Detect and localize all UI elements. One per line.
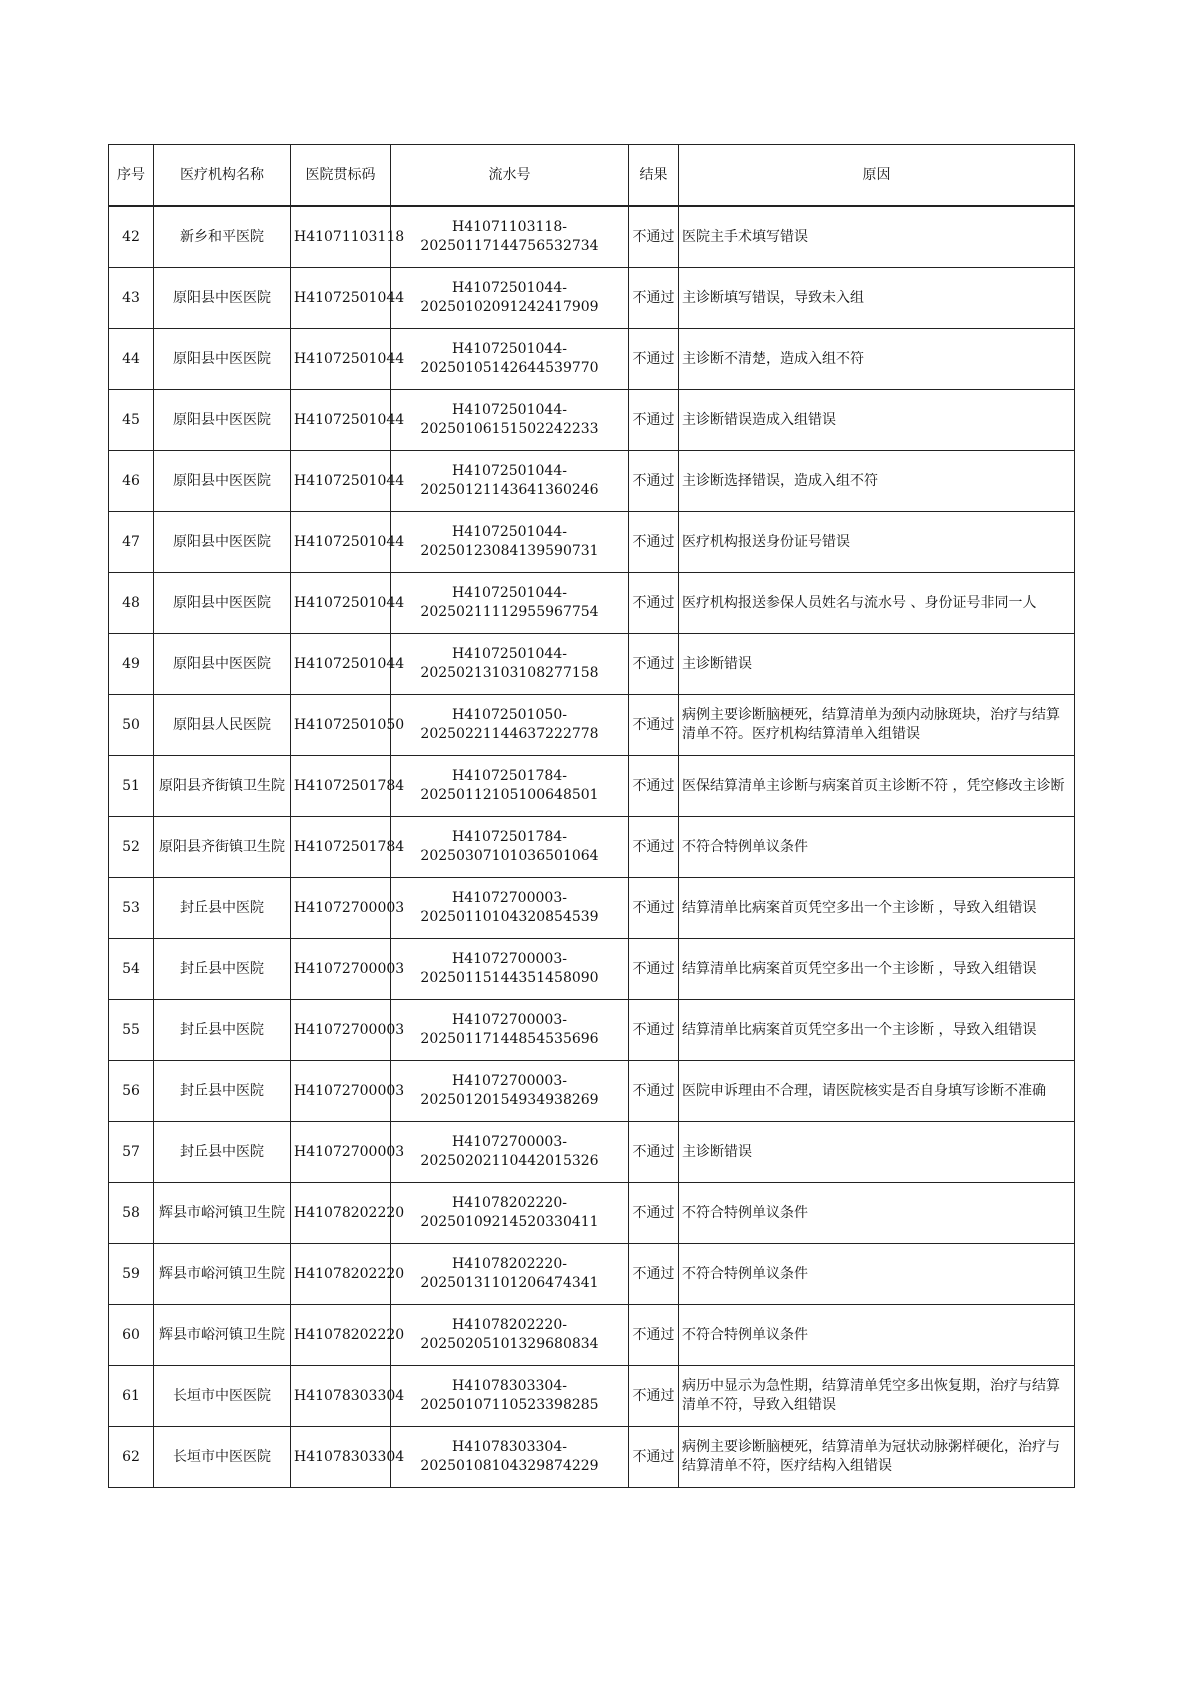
row-serial-number xyxy=(391,1183,629,1244)
row-reason: 病历中显示为急性期，结算清单凭空多出恢复期，治疗与结算清单不符，导致入组错误 xyxy=(679,1366,1075,1427)
row-seq: 44 xyxy=(109,329,154,390)
row-serial-number xyxy=(391,390,629,451)
row-serial-number xyxy=(391,878,629,939)
table-row xyxy=(109,1183,1075,1244)
row-serial-suffix: 20250110104320854539 xyxy=(420,909,599,925)
row-serial-number xyxy=(391,1122,629,1183)
row-serial-suffix: 20250115144351458090 xyxy=(420,970,599,986)
row-reason: 医疗机构报送身份证号错误 xyxy=(679,512,1075,573)
row-result: 不通过 xyxy=(629,939,679,1000)
row-seq: 60 xyxy=(109,1305,154,1366)
row-result: 不通过 xyxy=(629,695,679,756)
row-serial-number xyxy=(391,268,629,329)
row-reason: 结算清单比病案首页凭空多出一个主诊断 ，导致入组错误 xyxy=(679,939,1075,1000)
row-reason: 主诊断错误造成入组错误 xyxy=(679,390,1075,451)
row-serial-suffix: 20250106151502242233 xyxy=(420,421,599,437)
row-reason: 主诊断错误 xyxy=(679,1122,1075,1183)
row-serial-number xyxy=(391,451,629,512)
table-row xyxy=(109,1305,1075,1366)
row-institution-name: 新乡和平医院 xyxy=(154,206,291,268)
table-row xyxy=(109,329,1075,390)
row-reason: 医院主手术填写错误 xyxy=(679,206,1075,268)
row-hospital-code: H41072501044 xyxy=(291,390,391,451)
row-serial-number xyxy=(391,206,629,268)
row-reason: 不符合特例单议条件 xyxy=(679,1305,1075,1366)
table-row xyxy=(109,1122,1075,1183)
table-row xyxy=(109,268,1075,329)
row-institution-name: 长垣市中医医院 xyxy=(154,1366,291,1427)
row-hospital-code: H41072700003 xyxy=(291,939,391,1000)
row-seq: 56 xyxy=(109,1061,154,1122)
row-result: 不通过 xyxy=(629,1427,679,1488)
row-serial-prefix: H41072501784- xyxy=(452,829,567,845)
row-seq: 62 xyxy=(109,1427,154,1488)
row-serial-prefix: H41072501044- xyxy=(452,402,567,418)
row-result: 不通过 xyxy=(629,1305,679,1366)
row-reason: 不符合特例单议条件 xyxy=(679,1183,1075,1244)
row-serial-prefix: H41078202220- xyxy=(452,1195,567,1211)
row-hospital-code: H41078303304 xyxy=(291,1366,391,1427)
row-serial-number xyxy=(391,329,629,390)
row-institution-name: 辉县市峪河镇卫生院 xyxy=(154,1244,291,1305)
row-serial-suffix: 20250107110523398285 xyxy=(420,1397,599,1413)
table-row xyxy=(109,634,1075,695)
row-institution-name: 原阳县中医医院 xyxy=(154,573,291,634)
row-seq: 61 xyxy=(109,1366,154,1427)
row-result: 不通过 xyxy=(629,512,679,573)
header-result: 结果 xyxy=(629,145,679,207)
row-institution-name: 封丘县中医院 xyxy=(154,878,291,939)
row-institution-name: 辉县市峪河镇卫生院 xyxy=(154,1305,291,1366)
row-serial-number xyxy=(391,634,629,695)
row-serial-prefix: H41072501044- xyxy=(452,646,567,662)
table-row xyxy=(109,512,1075,573)
row-result: 不通过 xyxy=(629,1183,679,1244)
row-serial-prefix: H41072501044- xyxy=(452,280,567,296)
table-body xyxy=(109,206,1075,1488)
row-result: 不通过 xyxy=(629,573,679,634)
row-result: 不通过 xyxy=(629,878,679,939)
row-reason: 病例主要诊断脑梗死，结算清单为颈内动脉斑块，治疗与结算清单不符。医疗机构结算清单入组错误 xyxy=(679,695,1075,756)
row-serial-number xyxy=(391,1305,629,1366)
table-row xyxy=(109,939,1075,1000)
row-institution-name: 原阳县中医医院 xyxy=(154,512,291,573)
row-hospital-code: H41078202220 xyxy=(291,1183,391,1244)
row-seq: 58 xyxy=(109,1183,154,1244)
row-reason: 病例主要诊断脑梗死，结算清单为冠状动脉粥样硬化，治疗与结算清单不符，医疗结构入组错误 xyxy=(679,1427,1075,1488)
row-hospital-code: H41072501044 xyxy=(291,512,391,573)
row-hospital-code: H41072501044 xyxy=(291,268,391,329)
row-serial-suffix: 20250112105100648501 xyxy=(420,787,599,803)
row-serial-suffix: 20250108104329874229 xyxy=(420,1458,599,1474)
row-hospital-code: H41072501050 xyxy=(291,695,391,756)
row-seq: 45 xyxy=(109,390,154,451)
row-serial-number xyxy=(391,695,629,756)
row-hospital-code: H41072501044 xyxy=(291,329,391,390)
row-seq: 55 xyxy=(109,1000,154,1061)
row-serial-suffix: 20250105142644539770 xyxy=(420,360,599,376)
row-serial-prefix: H41072700003- xyxy=(452,951,567,967)
row-serial-prefix: H41078202220- xyxy=(452,1317,567,1333)
table-row xyxy=(109,390,1075,451)
row-seq: 53 xyxy=(109,878,154,939)
row-result: 不通过 xyxy=(629,206,679,268)
table-row xyxy=(109,573,1075,634)
row-hospital-code: H41072700003 xyxy=(291,1122,391,1183)
row-serial-suffix: 20250109214520330411 xyxy=(420,1214,599,1230)
row-result: 不通过 xyxy=(629,268,679,329)
row-serial-suffix: 20250307101036501064 xyxy=(420,848,599,864)
row-institution-name: 原阳县齐街镇卫生院 xyxy=(154,756,291,817)
row-serial-number xyxy=(391,817,629,878)
row-institution-name: 封丘县中医院 xyxy=(154,1122,291,1183)
row-seq: 46 xyxy=(109,451,154,512)
row-seq: 57 xyxy=(109,1122,154,1183)
row-serial-suffix: 20250202110442015326 xyxy=(420,1153,599,1169)
table-row xyxy=(109,878,1075,939)
appeal-results-table xyxy=(108,144,1075,1488)
row-serial-number xyxy=(391,573,629,634)
row-hospital-code: H41078202220 xyxy=(291,1244,391,1305)
row-result: 不通过 xyxy=(629,756,679,817)
table-row xyxy=(109,1000,1075,1061)
table-row xyxy=(109,206,1075,268)
row-serial-prefix: H41072501050- xyxy=(452,707,567,723)
row-serial-number xyxy=(391,939,629,1000)
table-row xyxy=(109,1061,1075,1122)
table-row xyxy=(109,1427,1075,1488)
row-reason: 不符合特例单议条件 xyxy=(679,1244,1075,1305)
row-serial-prefix: H41072501044- xyxy=(452,341,567,357)
row-serial-number xyxy=(391,1000,629,1061)
row-institution-name: 封丘县中医院 xyxy=(154,1061,291,1122)
row-hospital-code: H41072501784 xyxy=(291,817,391,878)
row-seq: 52 xyxy=(109,817,154,878)
row-serial-suffix: 20250213103108277158 xyxy=(420,665,599,681)
row-reason: 主诊断不清楚，造成入组不符 xyxy=(679,329,1075,390)
row-serial-prefix: H41078303304- xyxy=(452,1378,567,1394)
table-row xyxy=(109,817,1075,878)
row-seq: 51 xyxy=(109,756,154,817)
row-hospital-code: H41078303304 xyxy=(291,1427,391,1488)
row-serial-prefix: H41078202220- xyxy=(452,1256,567,1272)
header-seq: 序号 xyxy=(109,145,154,207)
header-hospital-code: 医院贯标码 xyxy=(291,145,391,207)
row-result: 不通过 xyxy=(629,817,679,878)
row-result: 不通过 xyxy=(629,451,679,512)
row-serial-suffix: 20250123084139590731 xyxy=(420,543,599,559)
row-serial-prefix: H41072700003- xyxy=(452,1134,567,1150)
table-row xyxy=(109,695,1075,756)
row-serial-prefix: H41072700003- xyxy=(452,1073,567,1089)
row-reason: 医院申诉理由不合理，请医院核实是否自身填写诊断不准确 xyxy=(679,1061,1075,1122)
row-reason: 主诊断选择错误，造成入组不符 xyxy=(679,451,1075,512)
row-institution-name: 封丘县中医院 xyxy=(154,939,291,1000)
row-serial-suffix: 20250211112955967754 xyxy=(420,604,599,620)
row-serial-number xyxy=(391,1427,629,1488)
row-seq: 48 xyxy=(109,573,154,634)
row-seq: 42 xyxy=(109,206,154,268)
row-seq: 59 xyxy=(109,1244,154,1305)
row-reason: 医疗机构报送参保人员姓名与流水号 、身份证号非同一人 xyxy=(679,573,1075,634)
row-serial-suffix: 20250121143641360246 xyxy=(420,482,599,498)
header-serial-number: 流水号 xyxy=(391,145,629,207)
row-result: 不通过 xyxy=(629,1122,679,1183)
row-hospital-code: H41072501044 xyxy=(291,451,391,512)
row-serial-suffix: 20250102091242417909 xyxy=(420,299,599,315)
row-institution-name: 原阳县中医医院 xyxy=(154,268,291,329)
row-result: 不通过 xyxy=(629,390,679,451)
table-row xyxy=(109,451,1075,512)
row-result: 不通过 xyxy=(629,329,679,390)
row-hospital-code: H41078202220 xyxy=(291,1305,391,1366)
table-header xyxy=(109,145,1075,207)
row-serial-prefix: H41072501044- xyxy=(452,585,567,601)
row-serial-prefix: H41071103118- xyxy=(452,219,567,235)
row-reason: 主诊断填写错误，导致未入组 xyxy=(679,268,1075,329)
row-hospital-code: H41072700003 xyxy=(291,1061,391,1122)
row-institution-name: 原阳县中医医院 xyxy=(154,451,291,512)
row-serial-suffix: 20250131101206474341 xyxy=(420,1275,599,1291)
row-reason: 主诊断错误 xyxy=(679,634,1075,695)
header-reason: 原因 xyxy=(679,145,1075,207)
row-seq: 43 xyxy=(109,268,154,329)
row-result: 不通过 xyxy=(629,1244,679,1305)
row-serial-suffix: 20250205101329680834 xyxy=(420,1336,599,1352)
row-result: 不通过 xyxy=(629,1366,679,1427)
row-reason: 结算清单比病案首页凭空多出一个主诊断 ，导致入组错误 xyxy=(679,1000,1075,1061)
header-row xyxy=(109,145,1075,207)
row-reason: 医保结算清单主诊断与病案首页主诊断不符 ，凭空修改主诊断 xyxy=(679,756,1075,817)
row-reason: 不符合特例单议条件 xyxy=(679,817,1075,878)
row-serial-suffix: 20250120154934938269 xyxy=(420,1092,599,1108)
row-hospital-code: H41072501044 xyxy=(291,573,391,634)
row-serial-number xyxy=(391,512,629,573)
row-serial-number xyxy=(391,1061,629,1122)
row-institution-name: 长垣市中医医院 xyxy=(154,1427,291,1488)
row-seq: 49 xyxy=(109,634,154,695)
row-hospital-code: H41071103118 xyxy=(291,206,391,268)
row-reason: 结算清单比病案首页凭空多出一个主诊断 ，导致入组错误 xyxy=(679,878,1075,939)
row-serial-suffix: 20250221144637222778 xyxy=(420,726,599,742)
row-seq: 50 xyxy=(109,695,154,756)
table-row xyxy=(109,756,1075,817)
row-hospital-code: H41072700003 xyxy=(291,878,391,939)
header-institution-name: 医疗机构名称 xyxy=(154,145,291,207)
row-institution-name: 原阳县齐街镇卫生院 xyxy=(154,817,291,878)
row-serial-suffix: 20250117144854535696 xyxy=(420,1031,599,1047)
row-institution-name: 辉县市峪河镇卫生院 xyxy=(154,1183,291,1244)
row-result: 不通过 xyxy=(629,1000,679,1061)
row-institution-name: 原阳县中医医院 xyxy=(154,634,291,695)
row-serial-prefix: H41078303304- xyxy=(452,1439,567,1455)
row-serial-prefix: H41072501784- xyxy=(452,768,567,784)
row-seq: 54 xyxy=(109,939,154,1000)
row-result: 不通过 xyxy=(629,1061,679,1122)
row-institution-name: 原阳县中医医院 xyxy=(154,390,291,451)
row-serial-prefix: H41072501044- xyxy=(452,463,567,479)
row-result: 不通过 xyxy=(629,634,679,695)
row-serial-number xyxy=(391,756,629,817)
row-serial-number xyxy=(391,1244,629,1305)
row-seq: 47 xyxy=(109,512,154,573)
table-row xyxy=(109,1366,1075,1427)
row-institution-name: 原阳县人民医院 xyxy=(154,695,291,756)
row-hospital-code: H41072700003 xyxy=(291,1000,391,1061)
row-serial-prefix: H41072700003- xyxy=(452,1012,567,1028)
row-serial-prefix: H41072501044- xyxy=(452,524,567,540)
row-serial-prefix: H41072700003- xyxy=(452,890,567,906)
row-institution-name: 原阳县中医医院 xyxy=(154,329,291,390)
row-serial-number xyxy=(391,1366,629,1427)
table-row xyxy=(109,1244,1075,1305)
row-hospital-code: H41072501044 xyxy=(291,634,391,695)
row-serial-suffix: 20250117144756532734 xyxy=(420,238,599,254)
row-institution-name: 封丘县中医院 xyxy=(154,1000,291,1061)
row-hospital-code: H41072501784 xyxy=(291,756,391,817)
